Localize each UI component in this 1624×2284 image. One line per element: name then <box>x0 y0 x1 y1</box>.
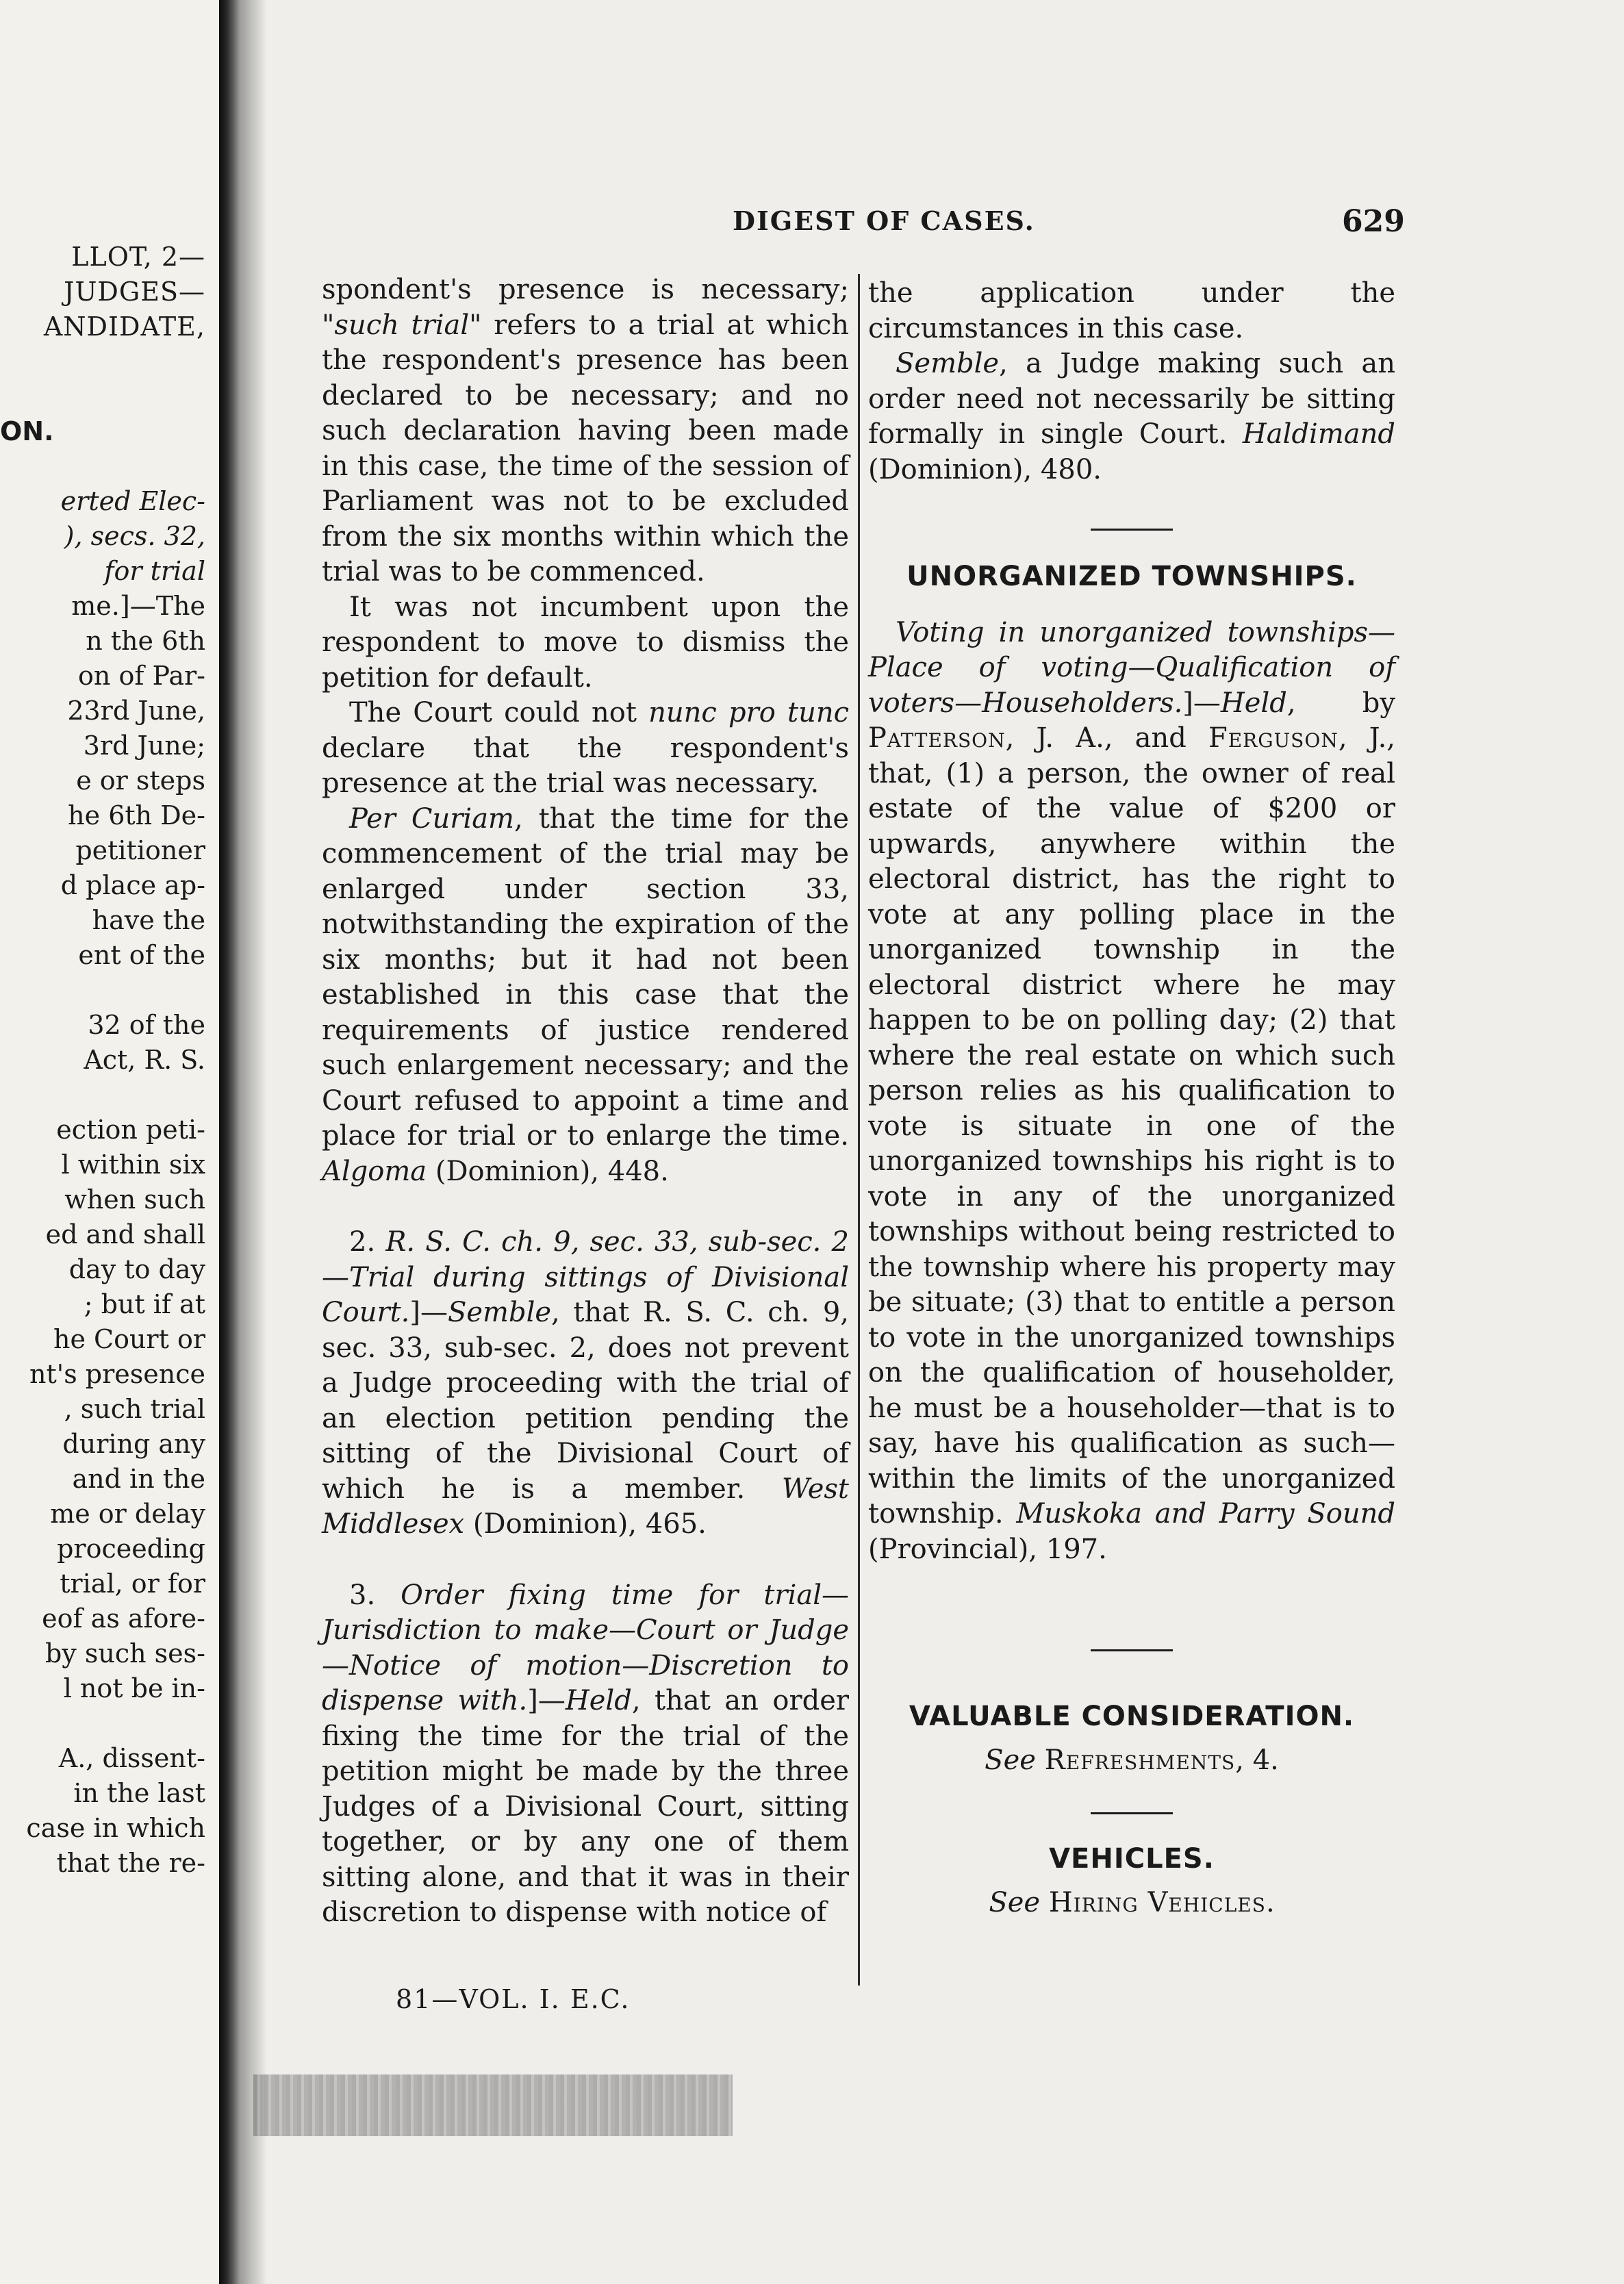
left-column-fragment <box>0 240 205 1881</box>
left-fragment-line: nt's presence <box>29 1359 205 1389</box>
left-fragment-line: JUDGES— <box>64 277 205 307</box>
left-fragment-line: 32 of the <box>88 1010 205 1040</box>
left-fragment-line: l not be in- <box>63 1673 205 1703</box>
page-number: 629 <box>1342 204 1405 239</box>
left-fragment-line: for trial <box>104 556 205 586</box>
left-fragment-line: ; but if at <box>84 1289 205 1319</box>
left-fragment-line: A., dissent- <box>58 1743 205 1773</box>
mid-para-4: Per Curiam, that the time for the commencement of the trial may be enlarged under section 33, notwithstanding the expiration of the six months; but it had not been established in this case that the requirements of justice rendered such enlargement necessary; and the Court refused to appoint a time and place for trial or to enlarge the time. Algoma (Dominion), 448. <box>322 802 849 1187</box>
middle-column <box>322 272 849 1931</box>
left-fragment-line: d place ap- <box>60 870 205 900</box>
mid-para-1: spondent's presence is necessary; "such trial" refers to a trial at which the respondent's presence has been declared to be necessary; and no such declaration having been made in this case, the time of the session of Parliament was not to be excluded from the six months within which the trial was to be commenced. <box>322 274 849 587</box>
left-fragment-line: ection peti- <box>56 1115 205 1145</box>
left-fragment-line: he 6th De- <box>68 800 205 830</box>
right-para-3: Voting in unorganized townships—Place of voting—Qualification of voters—Householders.]—Held, by Patterson, J. A., and Ferguson, J., that, (1) a person, the owner of real estate of the value of $200 or upwards, anywhere within the electoral district, has the right to vote at any polling place in the unorganized township in the electoral district where he may happen to be on polling day; (2) that where the real estate on which such person relies as his qualification to vote is situate in one of the unorganized townships his right is to vote in any of the unorganized townships without being restricted to the township where his property may be situate; (3) that to entitle a person to vote in the unorganized townships on the qualification of householder, he must be a householder—that is to say, have his qualification as such—within the limits of the unorganized township. Muskoka and Parry Sound (Provincial), 197. <box>868 616 1396 1565</box>
left-fragment-line: ANDIDATE, <box>43 312 205 342</box>
left-fragment-line: that the re- <box>56 1848 205 1878</box>
heading-unorganized-townships: UNORGANIZED TOWNSHIPS. <box>906 561 1357 592</box>
left-fragment-line: proceeding <box>57 1534 205 1564</box>
left-fragment-line <box>0 344 205 379</box>
left-fragment-line: me.]—The <box>71 591 205 621</box>
mid-para-3: The Court could not nunc pro tunc declare that the respondent's presence at the trial was necessary. <box>322 697 849 799</box>
left-fragment-line: Act, R. S. <box>84 1045 205 1075</box>
mid-entry-2: 2. R. S. C. ch. 9, sec. 33, sub-sec. 2—Trial during sittings of Divisional Court.]—Semble, that R. S. C. ch. 9, sec. 33, sub-sec. 2, does not prevent a Judge proceeding with the trial of an election petition pending the sitting of the Divisional Court of which he is a member. West Middlesex (Dominion), 465. <box>322 1226 849 1540</box>
right-para-1: the application under the circumstances in this case. <box>868 277 1395 344</box>
left-page-fragment <box>0 0 219 2284</box>
scan-edge-artifact <box>253 2074 733 2136</box>
left-fragment-line: have the <box>92 905 205 935</box>
heading-vehicles: VEHICLES. <box>1049 1843 1215 1875</box>
left-fragment-line: trial, or for <box>60 1569 205 1599</box>
left-fragment-line: in the last <box>73 1778 205 1808</box>
left-fragment-line: me or delay <box>50 1499 205 1529</box>
heading-valuable-consideration: VALUABLE CONSIDERATION. <box>909 1701 1355 1732</box>
mid-entry-3: 3. Order fixing time for trial—Jurisdiction to make—Court or Judge—Notice of motion—Discretion to dispense with.]—Held, that an order fixing the time for the trial of the petition might be made by the three Judges of a Divisional Court, sitting together, or by any one of them sitting alone, and that it was in their discretion to dispense with notice of <box>322 1579 849 1928</box>
left-fragment-line: day to day <box>68 1254 205 1284</box>
left-fragment-line: 23rd June, <box>67 696 205 726</box>
left-fragment-line <box>0 379 205 414</box>
book-gutter <box>219 0 240 2284</box>
left-fragment-line <box>0 449 205 484</box>
left-fragment-line: by such ses- <box>45 1638 205 1668</box>
left-fragment-line: when such <box>64 1184 205 1215</box>
left-fragment-line: and in the <box>72 1464 205 1494</box>
column-rule <box>858 274 860 1985</box>
left-fragment-line <box>0 973 205 1008</box>
left-fragment-line: case in which <box>26 1813 205 1843</box>
right-para-2: Semble, a Judge making such an order need not necessarily be sitting formally in single Court. Haldimand (Dominion), 480. <box>868 348 1395 485</box>
left-fragment-line: on of Par- <box>78 661 205 691</box>
left-fragment-line: erted Elec- <box>60 486 205 516</box>
left-fragment-line: eof as afore- <box>42 1603 205 1634</box>
left-fragment-line: petitioner <box>75 835 205 865</box>
left-fragment-line: ent of the <box>78 940 205 970</box>
left-fragment-line: ON. <box>0 416 54 446</box>
left-fragment-line: 3rd June; <box>83 731 205 761</box>
left-fragment-line: n the 6th <box>86 626 205 656</box>
mid-para-2: It was not incumbent upon the respondent to move to dismiss the petition for default. <box>322 591 849 694</box>
left-fragment-line: , such trial <box>64 1394 205 1424</box>
left-fragment-line: e or steps <box>76 765 205 796</box>
left-fragment-line: during any <box>62 1429 205 1459</box>
left-fragment-line: ed and shall <box>45 1219 205 1249</box>
left-fragment-line: ), secs. 32, <box>64 521 205 551</box>
right-column <box>868 276 1395 1920</box>
running-head: DIGEST OF CASES. <box>733 205 1035 236</box>
left-fragment-line: LLOT, 2— <box>71 242 205 272</box>
see-refreshments: See Refreshments, 4. <box>985 1744 1279 1776</box>
left-fragment-line <box>0 1078 205 1113</box>
left-fragment-line <box>0 1706 205 1741</box>
see-hiring-vehicles: See Hiring Vehicles. <box>989 1886 1275 1918</box>
signature-mark: 81—VOL. I. E.C. <box>396 1984 631 2014</box>
left-fragment-line: l within six <box>61 1150 205 1180</box>
left-fragment-line: he Court or <box>53 1324 205 1354</box>
